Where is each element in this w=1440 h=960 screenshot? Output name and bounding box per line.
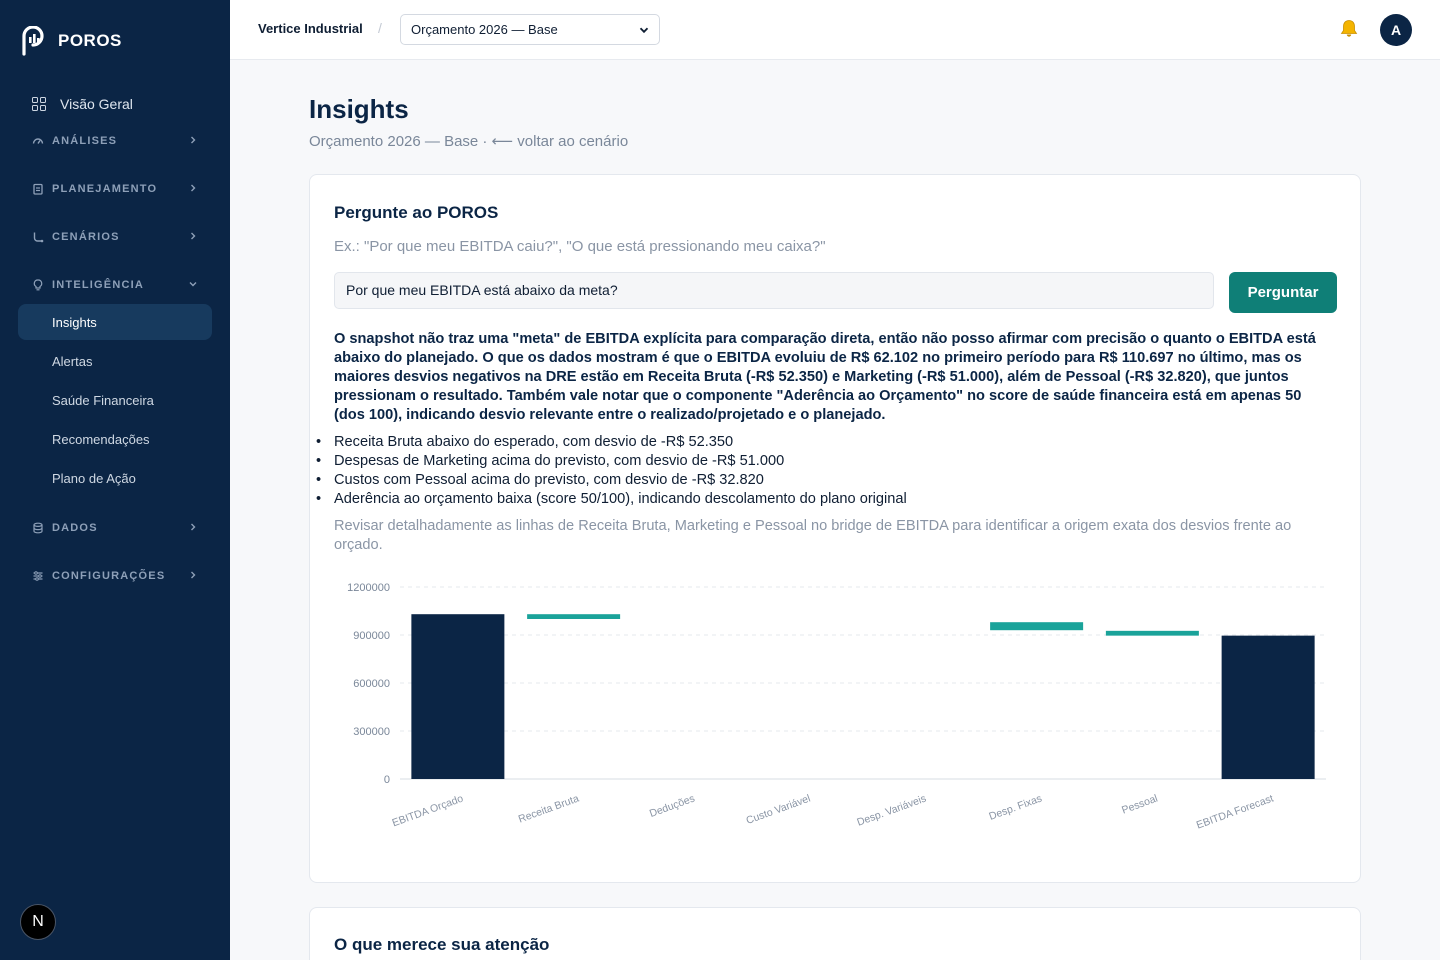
chevron-right-icon: [188, 135, 198, 145]
sidebar-item-alertas[interactable]: [18, 343, 212, 379]
poros-logo-icon: [20, 26, 46, 56]
x-tick-label: Desp. Fixas: [987, 792, 1044, 823]
bar: [1106, 631, 1199, 636]
chevron-right-icon: [188, 231, 198, 241]
y-tick-label: 0: [383, 774, 390, 786]
scenario-select[interactable]: [400, 14, 660, 45]
ebitda-bridge-chart: [334, 573, 1344, 843]
x-tick-label: Pessoal: [1120, 792, 1160, 817]
database-icon: [32, 522, 44, 534]
branch-icon: [32, 231, 44, 243]
attention-card: [309, 907, 1361, 960]
lightbulb-icon: [32, 279, 44, 291]
x-tick-label: EBITDA Orçado: [390, 792, 465, 830]
back-to-scenario-link[interactable]: ⟵ voltar ao cenário: [491, 133, 629, 150]
ask-button[interactable]: Perguntar: [1229, 272, 1337, 313]
sidebar-item-label: Plano de Ação: [52, 470, 136, 486]
sidebar-item-insights[interactable]: [18, 304, 212, 340]
gauge-icon: [32, 135, 44, 147]
x-tick-label: Custo Variável: [744, 792, 813, 827]
x-tick-label: Desp. Variáveis: [855, 792, 928, 829]
x-tick-label: Deduções: [647, 792, 697, 820]
chevron-right-icon: [188, 570, 198, 580]
y-tick-label: 300000: [353, 726, 390, 738]
section-label: INTELIGÊNCIA: [52, 279, 145, 291]
answer-bullets: [334, 433, 1324, 509]
sidebar-section-cenarios[interactable]: [18, 225, 212, 249]
sidebar: [0, 0, 230, 960]
sidebar-section-dados[interactable]: [18, 516, 212, 540]
ask-poros-card: [309, 174, 1361, 883]
bar: [411, 614, 504, 779]
y-tick-label: 1200000: [347, 582, 390, 594]
avatar[interactable]: A: [1380, 14, 1412, 46]
breadcrumb-separator: /: [378, 20, 382, 36]
y-tick-label: 900000: [353, 630, 390, 642]
clipboard-icon: [32, 183, 44, 195]
bar: [990, 622, 1083, 630]
page-subtitle: [309, 132, 628, 150]
chevron-right-icon: [188, 183, 198, 193]
sidebar-item-saude-financeira[interactable]: [18, 382, 212, 418]
brand[interactable]: [20, 26, 122, 56]
list-item: • Custos com Pessoal acima do previsto, com desvio de -R$ 32.820: [334, 471, 1324, 490]
section-label: CENÁRIOS: [52, 231, 120, 243]
x-tick-label: EBITDA Forecast: [1194, 792, 1276, 832]
ask-hint: Ex.: "Por que meu EBITDA caiu?", "O que está pressionando meu caixa?": [334, 238, 826, 255]
section-label: DADOS: [52, 522, 98, 534]
attention-title: O que merece sua atenção: [334, 935, 550, 954]
sidebar-item-label: Insights: [52, 314, 97, 330]
ask-card-title: Pergunte ao POROS: [334, 203, 499, 222]
list-item: • Despesas de Marketing acima do previsto, com desvio de -R$ 51.000: [334, 452, 1324, 471]
bar: [527, 614, 620, 619]
sliders-icon: [32, 570, 44, 582]
sidebar-item-label: Alertas: [52, 353, 93, 369]
sidebar-item-overview[interactable]: [18, 88, 212, 120]
scenario-select-value: Orçamento 2026 — Base: [411, 22, 558, 37]
sidebar-section-analises[interactable]: [18, 129, 212, 153]
x-tick-label: Receita Bruta: [516, 792, 581, 826]
bar: [1222, 636, 1315, 779]
sidebar-item-label: Saúde Financeira: [52, 392, 154, 408]
chevron-right-icon: [188, 522, 198, 532]
organization-name[interactable]: Vertice Industrial: [258, 21, 363, 36]
question-input[interactable]: Por que meu EBITDA está abaixo da meta?: [334, 272, 1214, 309]
y-tick-label: 600000: [353, 678, 390, 690]
section-label: ANÁLISES: [52, 135, 118, 147]
section-label: PLANEJAMENTO: [52, 183, 158, 195]
list-item: • Aderência ao orçamento baixa (score 50/100), indicando descolamento do plano original: [334, 490, 1324, 509]
scenario-name: Orçamento 2026 — Base ·: [309, 133, 492, 150]
chevron-down-icon: [639, 25, 649, 35]
answer-summary: O snapshot não traz uma "meta" de EBITDA explícita para comparação direta, então não posso afirmar com precisão o quanto o EBITDA está abaixo do planejado. O que os dados mostram é que o EBITDA evoluiu de R$ 62.102 no primeiro período para R$ 110.697 no último, mas os maiores desvios negativos na DRE estão em Receita Bruta (-R$ 52.350) e Marketing (-R$ 51.000), além de Pessoal (-R$ 32.820), que juntos pressionam o resultado. Também vale notar que o componente "Aderência ao Orçamento" no score de saúde financeira está em apenas 50 (dos 100), indicando desvio relevante entre o realizado/projetado e o planejado.: [334, 331, 1316, 423]
dev-tools-badge[interactable]: N: [20, 904, 56, 940]
sidebar-item-recomendacoes[interactable]: [18, 421, 212, 457]
topbar: [230, 0, 1440, 60]
chevron-down-icon: [188, 279, 198, 289]
sidebar-section-configuracoes[interactable]: [18, 564, 212, 588]
sidebar-item-label: Visão Geral: [60, 96, 133, 112]
grid-icon: [32, 97, 46, 111]
brand-name: POROS: [58, 31, 122, 50]
sidebar-section-planejamento[interactable]: [18, 177, 212, 201]
sidebar-section-inteligencia[interactable]: [18, 273, 212, 297]
sidebar-item-label: Recomendações: [52, 431, 150, 447]
sidebar-item-plano-de-acao[interactable]: [18, 460, 212, 496]
answer-recommendation: Revisar detalhadamente as linhas de Receita Bruta, Marketing e Pessoal no bridge de EBITDA para identificar a origem exata dos desvios frente ao orçado.: [334, 518, 1292, 553]
list-item: • Receita Bruta abaixo do esperado, com desvio de -R$ 52.350: [334, 433, 1324, 452]
section-label: CONFIGURAÇÕES: [52, 570, 166, 582]
page-title: Insights: [309, 94, 409, 124]
bell-icon[interactable]: [1338, 18, 1360, 40]
